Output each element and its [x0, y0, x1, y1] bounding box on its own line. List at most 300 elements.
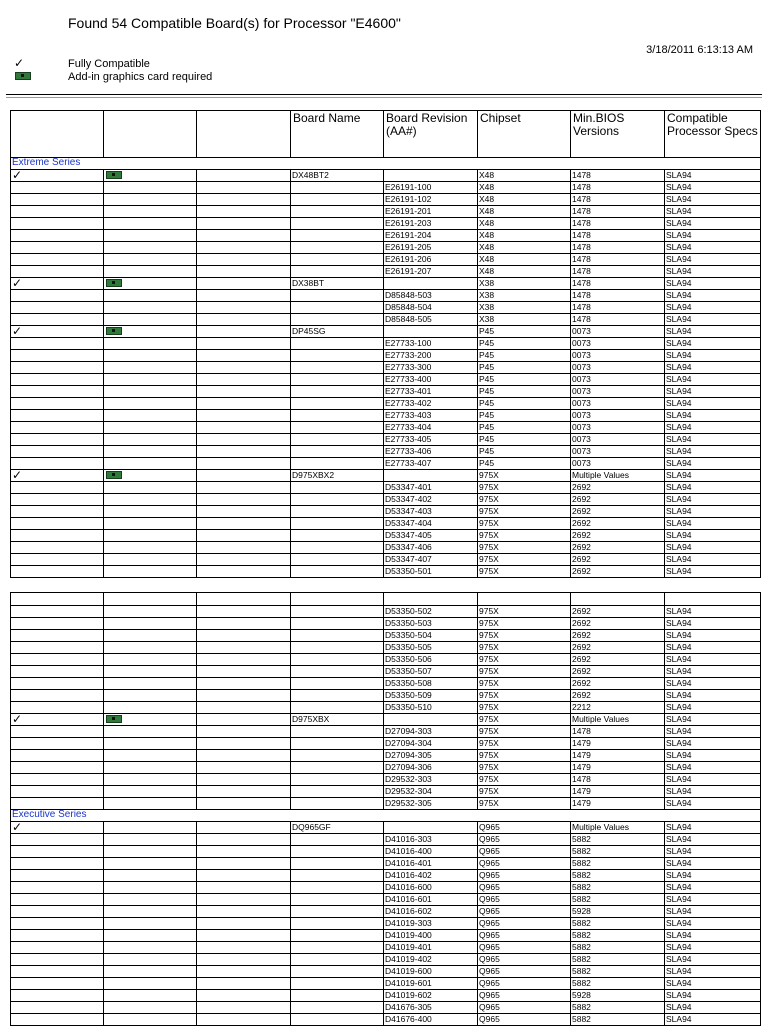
compatibility-cell: [11, 894, 104, 906]
board-revision-cell: D85848-503: [384, 290, 478, 302]
graphics-cell: [104, 254, 197, 266]
table-cell: [197, 870, 291, 882]
graphics-cell: [104, 230, 197, 242]
table-row: [11, 726, 761, 738]
board-name-cell: [291, 894, 384, 906]
graphics-cell: [104, 278, 197, 290]
board-name-cell: [291, 194, 384, 206]
graphics-cell: [104, 398, 197, 410]
table-cell: [384, 593, 478, 606]
processor-spec-cell: SLA94: [665, 894, 761, 906]
processor-spec-cell: SLA94: [665, 398, 761, 410]
table-cell: [197, 966, 291, 978]
board-revision-cell: [384, 170, 478, 182]
table-cell: [11, 593, 104, 606]
board-name-cell: [291, 398, 384, 410]
compatibility-cell: [11, 446, 104, 458]
graphics-card-icon: [106, 279, 122, 287]
board-name-cell: [291, 362, 384, 374]
table-cell: [197, 530, 291, 542]
chipset-cell: X48: [478, 182, 571, 194]
graphics-cell: [104, 314, 197, 326]
processor-spec-cell: SLA94: [665, 978, 761, 990]
processor-spec-cell: SLA94: [665, 714, 761, 726]
table-row: [11, 374, 761, 386]
board-revision-cell: E26191-102: [384, 194, 478, 206]
compatibility-cell: [11, 434, 104, 446]
chipset-cell: 975X: [478, 750, 571, 762]
board-name-cell: [291, 350, 384, 362]
chipset-cell: Q965: [478, 990, 571, 1002]
chipset-cell: X48: [478, 218, 571, 230]
bios-version-cell: 5882: [571, 882, 665, 894]
table-row: [11, 750, 761, 762]
graphics-cell: [104, 822, 197, 834]
legend-fully-compatible: [14, 58, 150, 71]
compatibility-table: [10, 110, 761, 578]
compatibility-cell: [11, 410, 104, 422]
chipset-cell: Q965: [478, 846, 571, 858]
chipset-cell: X38: [478, 314, 571, 326]
graphics-cell: [104, 482, 197, 494]
table-row: [11, 930, 761, 942]
board-revision-cell: D53350-502: [384, 606, 478, 618]
table-row: [11, 566, 761, 578]
chipset-cell: Q965: [478, 1002, 571, 1014]
table-row: [11, 482, 761, 494]
bios-version-cell: 5882: [571, 918, 665, 930]
board-revision-cell: D41019-400: [384, 930, 478, 942]
board-name-cell: [291, 386, 384, 398]
chipset-cell: X48: [478, 230, 571, 242]
table-cell: [197, 846, 291, 858]
table-row: [11, 218, 761, 230]
table-cell: [197, 606, 291, 618]
chipset-cell: P45: [478, 386, 571, 398]
compatibility-cell: [11, 738, 104, 750]
graphics-cell: [104, 714, 197, 726]
compatibility-cell: [11, 374, 104, 386]
table-cell: [197, 630, 291, 642]
processor-spec-cell: SLA94: [665, 858, 761, 870]
checkmark-icon: ✓: [12, 713, 23, 726]
bios-version-cell: 1478: [571, 242, 665, 254]
chipset-cell: X38: [478, 290, 571, 302]
board-revision-cell: D29532-304: [384, 786, 478, 798]
board-revision-cell: E26191-206: [384, 254, 478, 266]
compatibility-cell: [11, 458, 104, 470]
graphics-cell: [104, 738, 197, 750]
board-revision-cell: D41016-401: [384, 858, 478, 870]
table-row: [11, 906, 761, 918]
chipset-cell: 975X: [478, 618, 571, 630]
chipset-cell: Q965: [478, 966, 571, 978]
table-cell: [197, 410, 291, 422]
board-name-cell: [291, 990, 384, 1002]
board-revision-cell: [384, 714, 478, 726]
bios-version-cell: 1479: [571, 750, 665, 762]
chipset-cell: X48: [478, 194, 571, 206]
processor-spec-cell: SLA94: [665, 266, 761, 278]
bios-version-cell: 2212: [571, 702, 665, 714]
table-row: [11, 954, 761, 966]
board-revision-cell: E26191-201: [384, 206, 478, 218]
processor-spec-cell: SLA94: [665, 554, 761, 566]
processor-spec-cell: SLA94: [665, 1014, 761, 1026]
board-name-cell: [291, 786, 384, 798]
compatibility-cell: [11, 786, 104, 798]
processor-spec-cell: SLA94: [665, 170, 761, 182]
column-header: [104, 111, 197, 158]
graphics-cell: [104, 350, 197, 362]
board-revision-cell: D53347-401: [384, 482, 478, 494]
board-revision-cell: D53350-509: [384, 690, 478, 702]
board-revision-cell: D41676-305: [384, 1002, 478, 1014]
graphics-cell: [104, 338, 197, 350]
chipset-cell: Q965: [478, 894, 571, 906]
table-row: [11, 242, 761, 254]
graphics-cell: [104, 374, 197, 386]
table-row: [11, 894, 761, 906]
bios-version-cell: 0073: [571, 374, 665, 386]
chipset-cell: X38: [478, 278, 571, 290]
graphics-cell: [104, 554, 197, 566]
bios-version-cell: 0073: [571, 362, 665, 374]
board-name-cell: [291, 506, 384, 518]
bios-version-cell: 1478: [571, 182, 665, 194]
table-cell: [197, 566, 291, 578]
chipset-cell: 975X: [478, 786, 571, 798]
compatibility-cell: [11, 798, 104, 810]
graphics-cell: [104, 422, 197, 434]
bios-version-cell: 1478: [571, 314, 665, 326]
processor-spec-cell: SLA94: [665, 738, 761, 750]
compatibility-cell: [11, 630, 104, 642]
table-cell: [197, 482, 291, 494]
board-revision-cell: D41676-400: [384, 1014, 478, 1026]
graphics-cell: [104, 642, 197, 654]
table-cell: [197, 338, 291, 350]
legend-label: Add-in graphics card required: [68, 71, 213, 83]
graphics-cell: [104, 990, 197, 1002]
board-name-cell: [291, 530, 384, 542]
chipset-cell: P45: [478, 362, 571, 374]
bios-version-cell: 1478: [571, 194, 665, 206]
compatibility-cell: [11, 942, 104, 954]
table-row: [11, 434, 761, 446]
processor-spec-cell: SLA94: [665, 846, 761, 858]
graphics-cell: [104, 434, 197, 446]
graphics-cell: [104, 410, 197, 422]
board-name-cell: [291, 798, 384, 810]
processor-spec-cell: SLA94: [665, 530, 761, 542]
table-row: [11, 494, 761, 506]
graphics-card-icon: [106, 171, 122, 179]
board-name-cell: [291, 762, 384, 774]
board-name-cell: [291, 314, 384, 326]
compatibility-cell: [11, 230, 104, 242]
board-revision-cell: D41019-303: [384, 918, 478, 930]
bios-version-cell: 2692: [571, 518, 665, 530]
table-cell: [197, 278, 291, 290]
table-row: [11, 362, 761, 374]
chipset-cell: Q965: [478, 870, 571, 882]
bios-version-cell: 0073: [571, 446, 665, 458]
graphics-cell: [104, 218, 197, 230]
table-cell: [197, 374, 291, 386]
table-cell: [197, 470, 291, 482]
processor-spec-cell: SLA94: [665, 338, 761, 350]
compatibility-cell: [11, 846, 104, 858]
board-name-cell: [291, 542, 384, 554]
table-row: [11, 314, 761, 326]
bios-version-cell: 2692: [571, 690, 665, 702]
compatibility-cell: [11, 870, 104, 882]
table-row: [11, 206, 761, 218]
processor-spec-cell: SLA94: [665, 350, 761, 362]
compatibility-cell: [11, 762, 104, 774]
compatibility-cell: [11, 518, 104, 530]
board-revision-cell: D53347-406: [384, 542, 478, 554]
table-row: [11, 642, 761, 654]
table-row: [11, 338, 761, 350]
chipset-cell: 975X: [478, 630, 571, 642]
processor-spec-cell: SLA94: [665, 642, 761, 654]
graphics-cell: [104, 530, 197, 542]
chipset-cell: 975X: [478, 678, 571, 690]
processor-spec-cell: SLA94: [665, 774, 761, 786]
board-revision-cell: E27733-400: [384, 374, 478, 386]
board-revision-cell: D53347-407: [384, 554, 478, 566]
board-name-cell: [291, 494, 384, 506]
board-revision-cell: D27094-304: [384, 738, 478, 750]
board-revision-cell: D27094-303: [384, 726, 478, 738]
table-row: [11, 798, 761, 810]
compatibility-cell: [11, 702, 104, 714]
board-revision-cell: E26191-207: [384, 266, 478, 278]
board-name-cell: D975XBX: [291, 714, 384, 726]
graphics-cell: [104, 786, 197, 798]
table-row: [11, 254, 761, 266]
bios-version-cell: 2692: [571, 530, 665, 542]
column-header-processor-specs: Compatible Processor Specs: [665, 111, 761, 158]
processor-spec-cell: SLA94: [665, 434, 761, 446]
compatibility-cell: [11, 350, 104, 362]
processor-spec-cell: SLA94: [665, 954, 761, 966]
board-name-cell: [291, 942, 384, 954]
graphics-cell: [104, 470, 197, 482]
processor-spec-cell: SLA94: [665, 446, 761, 458]
compatibility-cell: [11, 954, 104, 966]
table-row: [11, 518, 761, 530]
compatibility-cell: [11, 170, 104, 182]
chipset-cell: Q965: [478, 978, 571, 990]
table-row: [11, 350, 761, 362]
processor-spec-cell: SLA94: [665, 618, 761, 630]
bios-version-cell: 5882: [571, 834, 665, 846]
table-row: [11, 786, 761, 798]
table-row: [11, 858, 761, 870]
board-name-cell: [291, 966, 384, 978]
graphics-cell: [104, 566, 197, 578]
graphics-cell: [104, 290, 197, 302]
chipset-cell: 975X: [478, 606, 571, 618]
bios-version-cell: 5882: [571, 894, 665, 906]
board-name-cell: [291, 446, 384, 458]
graphics-cell: [104, 894, 197, 906]
graphics-cell: [104, 666, 197, 678]
graphics-cell: [104, 518, 197, 530]
column-header: [11, 111, 104, 158]
processor-spec-cell: SLA94: [665, 386, 761, 398]
table-cell: [197, 458, 291, 470]
graphics-cell: [104, 206, 197, 218]
board-revision-cell: E27733-200: [384, 350, 478, 362]
graphics-cell: [104, 446, 197, 458]
table-row: [11, 882, 761, 894]
chipset-cell: P45: [478, 434, 571, 446]
table-row: [11, 822, 761, 834]
chipset-cell: P45: [478, 338, 571, 350]
graphics-cell: [104, 726, 197, 738]
table-row: [11, 422, 761, 434]
table-cell: [197, 518, 291, 530]
legend-label: Fully Compatible: [68, 58, 150, 70]
processor-spec-cell: SLA94: [665, 278, 761, 290]
bios-version-cell: 1478: [571, 254, 665, 266]
table-row: [11, 690, 761, 702]
compatibility-cell: [11, 326, 104, 338]
graphics-card-icon: [106, 327, 122, 335]
table-cell: [197, 930, 291, 942]
compatibility-cell: [11, 882, 104, 894]
compatibility-cell: [11, 254, 104, 266]
bios-version-cell: 1478: [571, 230, 665, 242]
board-name-cell: [291, 642, 384, 654]
table-cell: [197, 738, 291, 750]
table-row: [11, 182, 761, 194]
graphics-cell: [104, 834, 197, 846]
chipset-cell: 975X: [478, 762, 571, 774]
compatibility-cell: [11, 482, 104, 494]
board-name-cell: [291, 606, 384, 618]
compatibility-cell: [11, 834, 104, 846]
checkmark-icon: ✓: [12, 169, 23, 182]
compatibility-cell: [11, 266, 104, 278]
graphics-cell: [104, 942, 197, 954]
table-row: [11, 978, 761, 990]
bios-version-cell: 1478: [571, 302, 665, 314]
chipset-cell: 975X: [478, 714, 571, 726]
table-cell: [197, 894, 291, 906]
board-name-cell: [291, 774, 384, 786]
legend-graphics-required: [14, 71, 212, 84]
board-revision-cell: E26191-203: [384, 218, 478, 230]
bios-version-cell: 5882: [571, 1014, 665, 1026]
bios-version-cell: 0073: [571, 350, 665, 362]
board-revision-cell: [384, 278, 478, 290]
processor-spec-cell: SLA94: [665, 470, 761, 482]
chipset-cell: 975X: [478, 542, 571, 554]
processor-spec-cell: SLA94: [665, 254, 761, 266]
processor-spec-cell: SLA94: [665, 230, 761, 242]
bios-version-cell: 1479: [571, 738, 665, 750]
board-name-cell: [291, 834, 384, 846]
board-name-cell: [291, 978, 384, 990]
chipset-cell: Q965: [478, 822, 571, 834]
table-row: [11, 302, 761, 314]
graphics-cell: [104, 1002, 197, 1014]
chipset-cell: Q965: [478, 858, 571, 870]
compatibility-cell: [11, 314, 104, 326]
column-header-bios: Min.BIOS Versions: [571, 111, 665, 158]
table-row: [11, 774, 761, 786]
graphics-cell: [104, 750, 197, 762]
processor-spec-cell: SLA94: [665, 930, 761, 942]
board-revision-cell: D85848-504: [384, 302, 478, 314]
graphics-cell: [104, 302, 197, 314]
table-cell: [197, 654, 291, 666]
board-name-cell: [291, 954, 384, 966]
table-cell: [197, 242, 291, 254]
checkmark-icon: ✓: [14, 56, 25, 70]
table-row: [11, 666, 761, 678]
chipset-cell: P45: [478, 398, 571, 410]
processor-spec-cell: SLA94: [665, 606, 761, 618]
bios-version-cell: 5882: [571, 846, 665, 858]
series-heading: Executive Series: [11, 810, 761, 822]
header-divider: [6, 97, 762, 98]
compatibility-cell: [11, 678, 104, 690]
bios-version-cell: 2692: [571, 554, 665, 566]
compatibility-cell: [11, 654, 104, 666]
bios-version-cell: 5882: [571, 966, 665, 978]
table-cell: [197, 822, 291, 834]
table-cell: [571, 593, 665, 606]
compatibility-cell: [11, 566, 104, 578]
graphics-cell: [104, 326, 197, 338]
board-name-cell: [291, 482, 384, 494]
board-name-cell: [291, 518, 384, 530]
compatibility-table-continued: [10, 592, 761, 1026]
compatibility-cell: [11, 494, 104, 506]
compatibility-cell: [11, 278, 104, 290]
board-revision-cell: [384, 470, 478, 482]
table-row: [11, 542, 761, 554]
compatibility-cell: [11, 858, 104, 870]
graphics-cell: [104, 690, 197, 702]
table-cell: [197, 942, 291, 954]
processor-spec-cell: SLA94: [665, 314, 761, 326]
processor-spec-cell: SLA94: [665, 374, 761, 386]
bios-version-cell: 1479: [571, 786, 665, 798]
table-cell: [197, 554, 291, 566]
graphics-cell: [104, 194, 197, 206]
compatibility-cell: [11, 930, 104, 942]
bios-version-cell: 1478: [571, 774, 665, 786]
table-row: [11, 714, 761, 726]
compatibility-cell: [11, 554, 104, 566]
board-name-cell: [291, 230, 384, 242]
board-name-cell: [291, 290, 384, 302]
graphics-cell: [104, 918, 197, 930]
bios-version-cell: 5882: [571, 930, 665, 942]
bios-version-cell: 2692: [571, 630, 665, 642]
table-row: [11, 554, 761, 566]
bios-version-cell: 2692: [571, 494, 665, 506]
board-revision-cell: D29532-305: [384, 798, 478, 810]
chipset-cell: Q965: [478, 1014, 571, 1026]
